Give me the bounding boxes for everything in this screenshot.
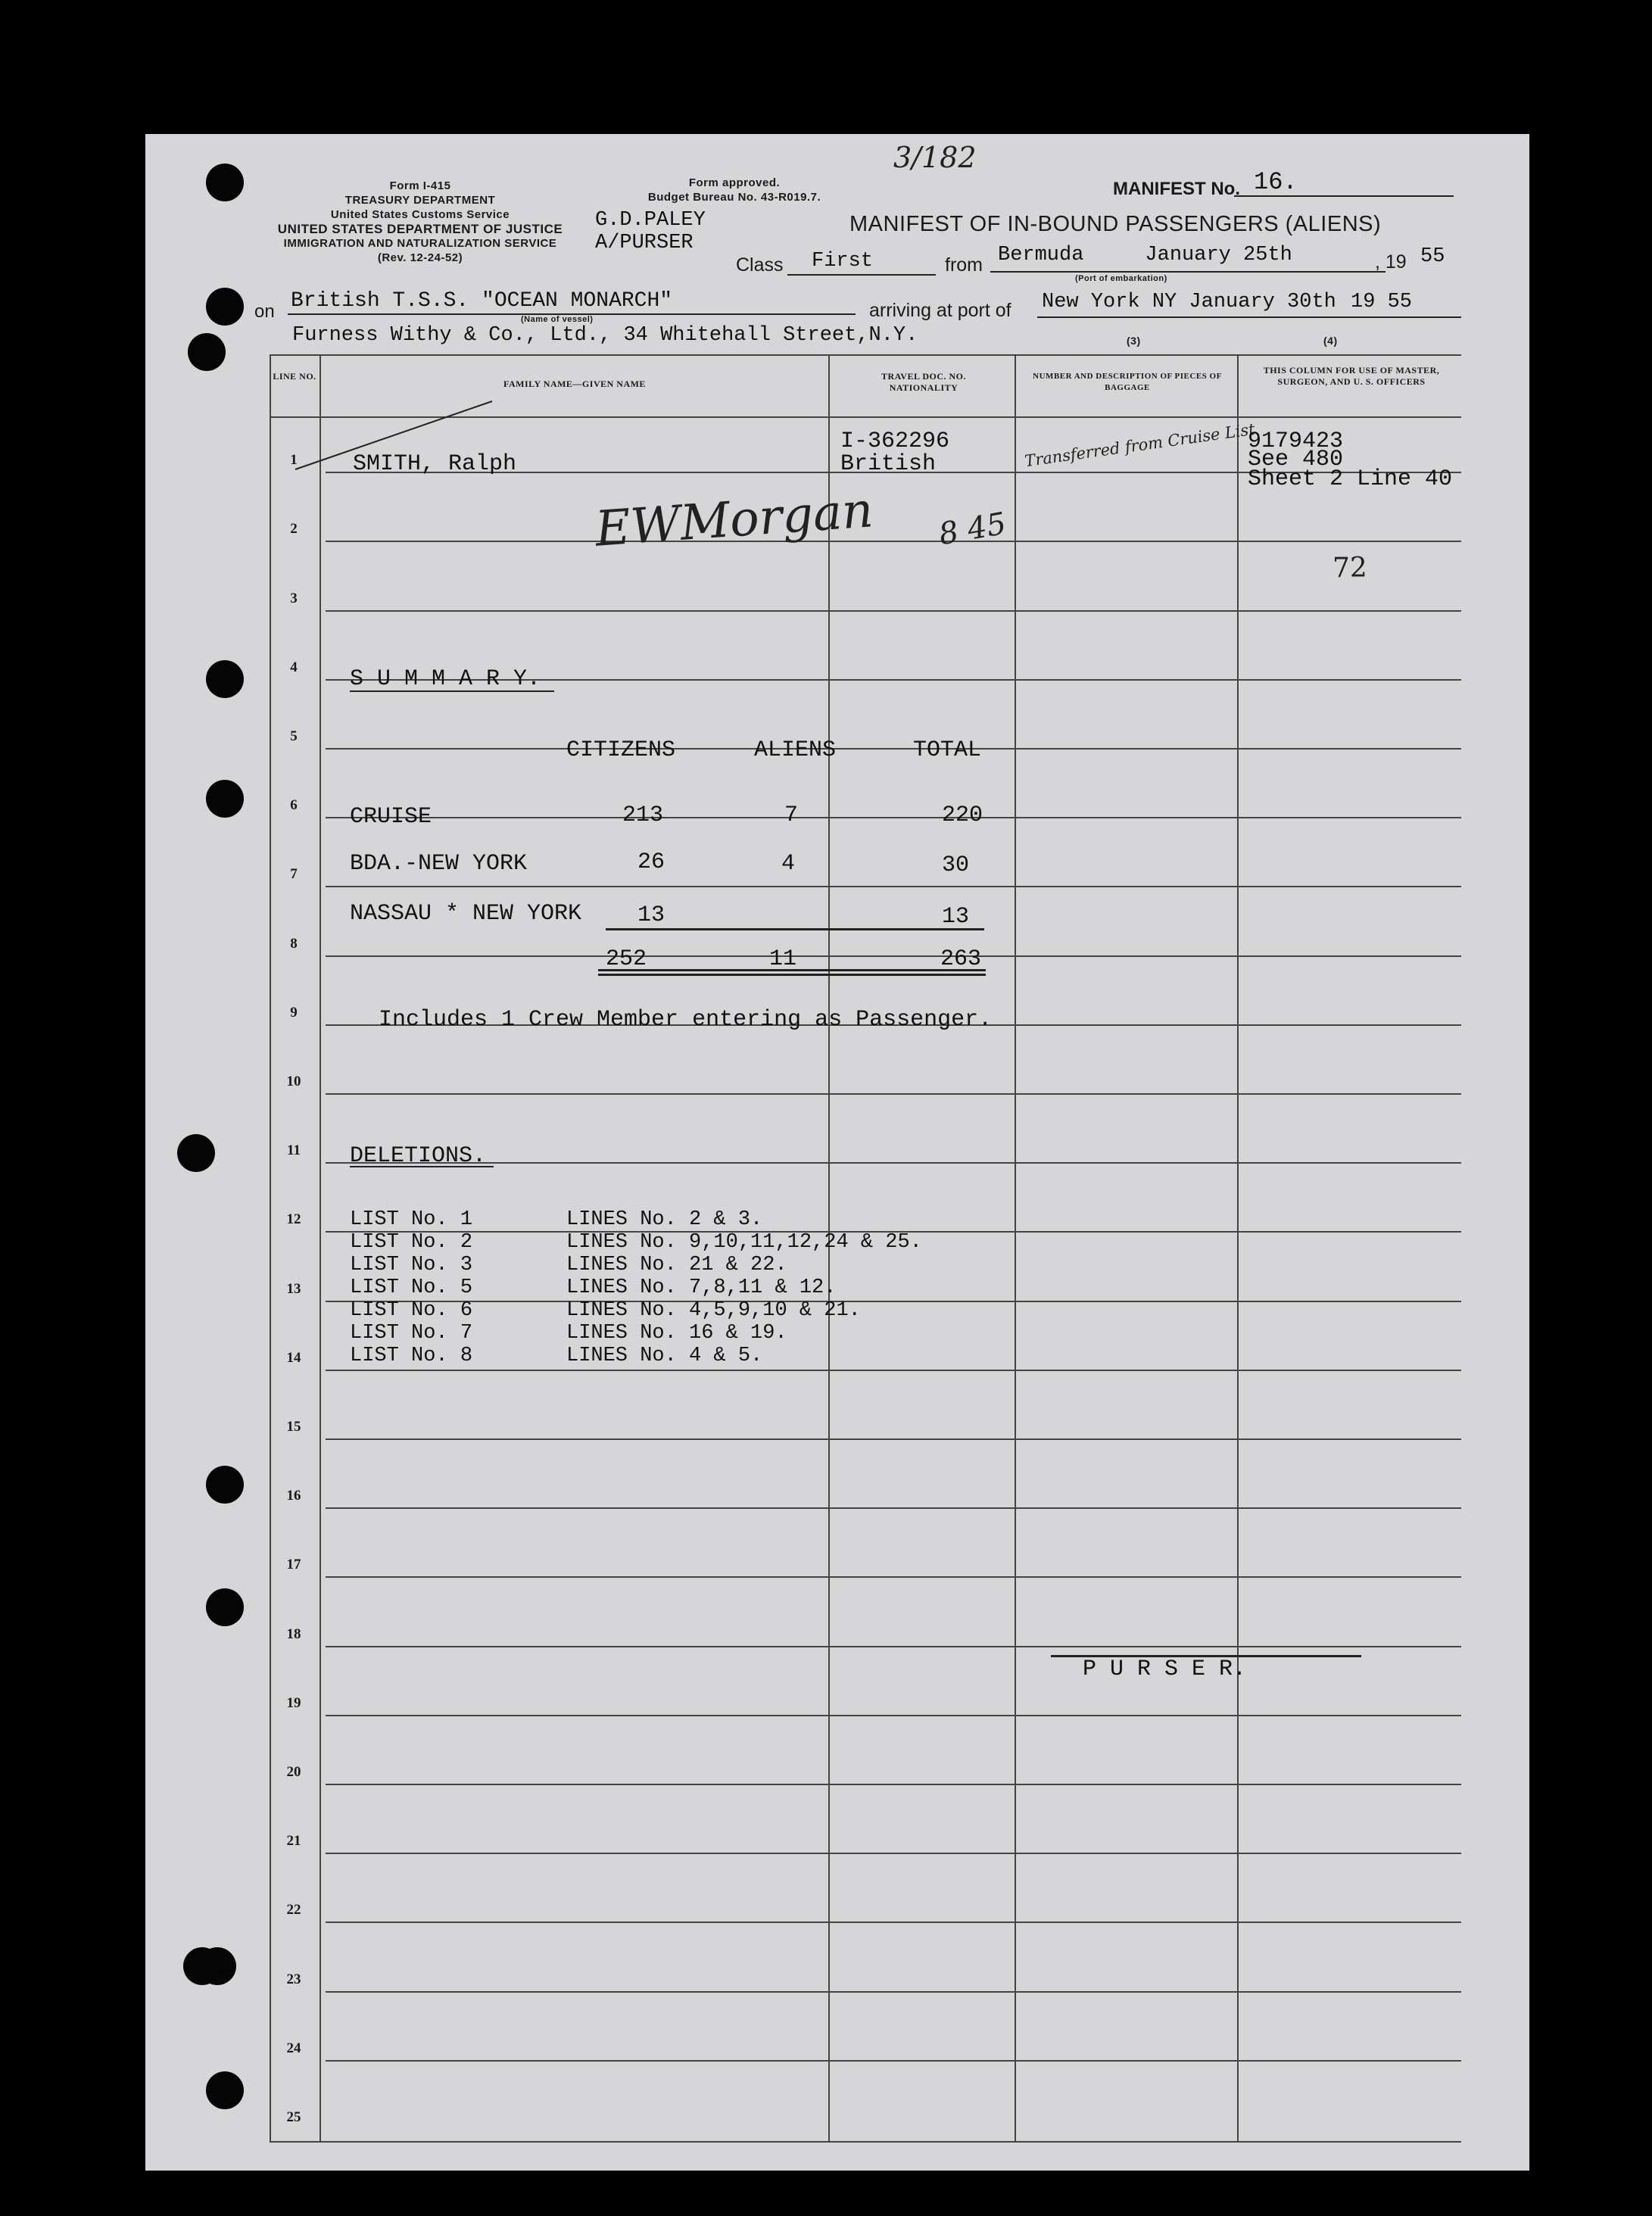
row-line	[326, 610, 1461, 612]
summary-row-total: 30	[942, 852, 970, 878]
arrival-port: New York NY January 30th	[1042, 291, 1336, 313]
row-line	[326, 541, 1461, 542]
row-line	[326, 886, 1461, 887]
row-line	[326, 1370, 1461, 1371]
line-number: 5	[290, 728, 298, 744]
purser-title: A/PURSER	[595, 232, 694, 254]
row-line	[326, 2060, 1461, 2062]
punch-hole	[206, 780, 244, 818]
line-number: 13	[286, 1281, 301, 1297]
officer-signature: EWMorgan	[593, 482, 875, 558]
year-prefix: , 19	[1375, 251, 1407, 273]
summary-total-aliens: 11	[769, 946, 797, 972]
line-number: 4	[290, 659, 298, 675]
deletion-list-no: LIST No. 3	[350, 1254, 473, 1276]
summary-header-total: TOTAL	[913, 737, 982, 763]
row-line	[326, 1853, 1461, 1854]
officer-ref-number: 9179423	[1248, 429, 1344, 454]
summary-row-label: CRUISE	[350, 804, 432, 830]
line-number: 24	[286, 2040, 301, 2056]
summary-row-label: BDA.-NEW YORK	[350, 851, 528, 877]
row-line	[326, 1921, 1461, 1923]
summary-row-label: NASSAU * NEW YORK	[350, 901, 582, 927]
deletions-title: DELETIONS.	[350, 1143, 487, 1169]
vessel-note: (Name of vessel)	[521, 315, 594, 324]
punch-hole	[206, 660, 244, 698]
summary-row-citizens: 26	[637, 849, 665, 875]
deletion-lines: LINES No. 21 & 22.	[566, 1254, 787, 1276]
agent-address: Furness Withy & Co., Ltd., 34 Whitehall Street,N.Y.	[292, 324, 918, 347]
arriving-label: arriving at port of	[869, 300, 1011, 321]
summary-note: Includes 1 Crew Member entering as Passenger.	[379, 1007, 993, 1033]
row-line	[326, 1438, 1461, 1440]
class-label: Class	[736, 254, 784, 276]
deletion-list-no: LIST No. 1	[350, 1208, 473, 1231]
row-line	[326, 1507, 1461, 1509]
officer-handwritten: 72	[1333, 553, 1367, 584]
deletion-lines: LINES No. 7,8,11 & 12.	[566, 1276, 837, 1299]
on-label: on	[254, 301, 275, 322]
justice-dept: UNITED STATES DEPARTMENT OF JUSTICE	[277, 222, 563, 236]
line-number: 11	[287, 1142, 301, 1158]
summary-row-total: 13	[942, 904, 970, 930]
handwritten-page-ref: 3/182	[893, 141, 977, 174]
punch-hole	[206, 1588, 244, 1626]
row-line	[326, 1646, 1461, 1647]
deletion-list-no: LIST No. 5	[350, 1276, 473, 1299]
deletion-lines: LINES No. 4,5,9,10 & 21.	[566, 1299, 861, 1322]
deletion-lines: LINES No. 2 & 3.	[566, 1208, 763, 1231]
line-number: 1	[290, 452, 298, 468]
col4-marker: (4)	[1323, 335, 1338, 347]
punch-hole	[206, 288, 244, 326]
travel-doc-number: I-362296	[840, 429, 950, 454]
form-header-block	[257, 179, 583, 265]
punch-hole	[177, 1134, 215, 1172]
row-line	[326, 1784, 1461, 1785]
deletion-lines: LINES No. 9,10,11,12,24 & 25.	[566, 1231, 922, 1254]
line-number: 18	[286, 1626, 301, 1642]
signature-note: 8 45	[936, 506, 1009, 553]
ins-service: IMMIGRATION AND NATURALIZATION SERVICE	[283, 237, 557, 250]
arrival-year: 19 55	[1351, 291, 1413, 313]
form-approval	[628, 176, 840, 204]
from-label: from	[945, 254, 983, 276]
row-line	[326, 748, 1461, 750]
row-line	[326, 1715, 1461, 1716]
embarkation-note: (Port of embarkation)	[1075, 274, 1167, 283]
summary-header-aliens: ALIENS	[754, 737, 837, 763]
line-number: 6	[290, 797, 298, 813]
summary-row-aliens: 4	[781, 851, 796, 877]
line-number: 15	[286, 1419, 301, 1435]
line-number: 14	[286, 1350, 301, 1366]
row-line	[326, 1301, 1461, 1302]
deletion-list-no: LIST No. 7	[350, 1322, 473, 1345]
pen-stroke	[288, 394, 507, 477]
line-number: 2	[290, 521, 298, 537]
passenger-name: SMITH, Ralph	[353, 451, 517, 477]
line-number: 21	[286, 1833, 301, 1849]
vessel-name: British T.S.S. "OCEAN MONARCH"	[291, 289, 673, 313]
summary-title: S U M M A R Y.	[350, 666, 541, 692]
summary-row-citizens: 13	[637, 902, 665, 928]
punch-hole	[206, 1466, 244, 1504]
purser-name: G.D.PALEY	[595, 209, 706, 232]
manifest-label: MANIFEST No.	[1113, 179, 1240, 199]
year-value: 55	[1420, 245, 1445, 268]
summary-total-citizens: 252	[606, 946, 647, 972]
manifest-number: 16.	[1254, 168, 1298, 196]
summary-row-aliens: 7	[784, 803, 799, 828]
col-header-officers: THIS COLUMN FOR USE OF MASTER, SURGEON, AND U. S. OFFICERS	[1263, 365, 1440, 387]
col-header-travel-doc: TRAVEL DOC. NO. NATIONALITY	[881, 371, 966, 393]
line-number: 19	[286, 1695, 301, 1711]
deletion-list-no: LIST No. 8	[350, 1345, 473, 1367]
budget-bureau: Budget Bureau No. 43-R019.7.	[647, 191, 821, 204]
line-number: 3	[290, 591, 298, 606]
summary-total-total: 263	[940, 946, 982, 972]
line-number: 20	[286, 1764, 301, 1780]
officer-ref-see: See 480	[1248, 447, 1344, 472]
row-line	[326, 817, 1461, 818]
summary-row-citizens: 213	[622, 803, 664, 828]
line-number: 16	[286, 1488, 301, 1504]
treasury-dept: TREASURY DEPARTMENT	[344, 194, 496, 207]
row-line	[326, 1093, 1461, 1095]
form-approved: Form approved.	[688, 176, 781, 189]
line-number: 17	[286, 1557, 301, 1572]
deletion-lines: LINES No. 16 & 19.	[566, 1322, 787, 1345]
line-number: 23	[286, 1971, 301, 1987]
summary-row-total: 220	[942, 803, 983, 828]
deletion-lines: LINES No. 4 & 5.	[566, 1345, 763, 1367]
from-value: Bermuda January 25th	[998, 244, 1292, 266]
col-header-line: LINE NO.	[273, 371, 316, 382]
punch-hole	[188, 333, 226, 371]
row-line	[326, 955, 1461, 957]
line-number: 10	[286, 1074, 301, 1089]
line-number: 9	[290, 1005, 298, 1021]
row-line	[326, 1991, 1461, 1993]
form-number: Form I-415	[389, 179, 451, 192]
line-number: 7	[290, 866, 298, 882]
row-line	[326, 1162, 1461, 1164]
line-number: 8	[290, 936, 298, 952]
deletion-list-no: LIST No. 6	[350, 1299, 473, 1322]
class-value: First	[812, 250, 874, 273]
line-number: 25	[286, 2109, 301, 2125]
line-number: 12	[286, 1211, 301, 1227]
officer-ref-sheet: Sheet 2 Line 40	[1248, 466, 1453, 492]
purser-signature-label: P U R S E R.	[1083, 1657, 1247, 1682]
summary-header-citizens: CITIZENS	[566, 737, 676, 763]
baggage-note: Transferred from Cruise List	[1023, 419, 1257, 471]
punch-hole	[183, 1947, 221, 1985]
customs-service: United States Customs Service	[330, 208, 510, 221]
manifest-title: MANIFEST OF IN-BOUND PASSENGERS (ALIENS)	[849, 212, 1382, 236]
col-header-baggage: NUMBER AND DESCRIPTION OF PIECES OF BAGGAGE	[1033, 372, 1222, 392]
col-header-name: FAMILY NAME—GIVEN NAME	[503, 379, 646, 389]
passenger-nationality: British	[840, 451, 937, 477]
form-revision: (Rev. 12-24-52)	[377, 251, 463, 264]
punch-hole	[206, 2071, 244, 2109]
row-line	[326, 1576, 1461, 1578]
punch-hole	[206, 164, 244, 201]
col3-marker: (3)	[1127, 335, 1141, 347]
deletion-list-no: LIST No. 2	[350, 1231, 473, 1254]
line-number: 22	[286, 1902, 301, 1918]
